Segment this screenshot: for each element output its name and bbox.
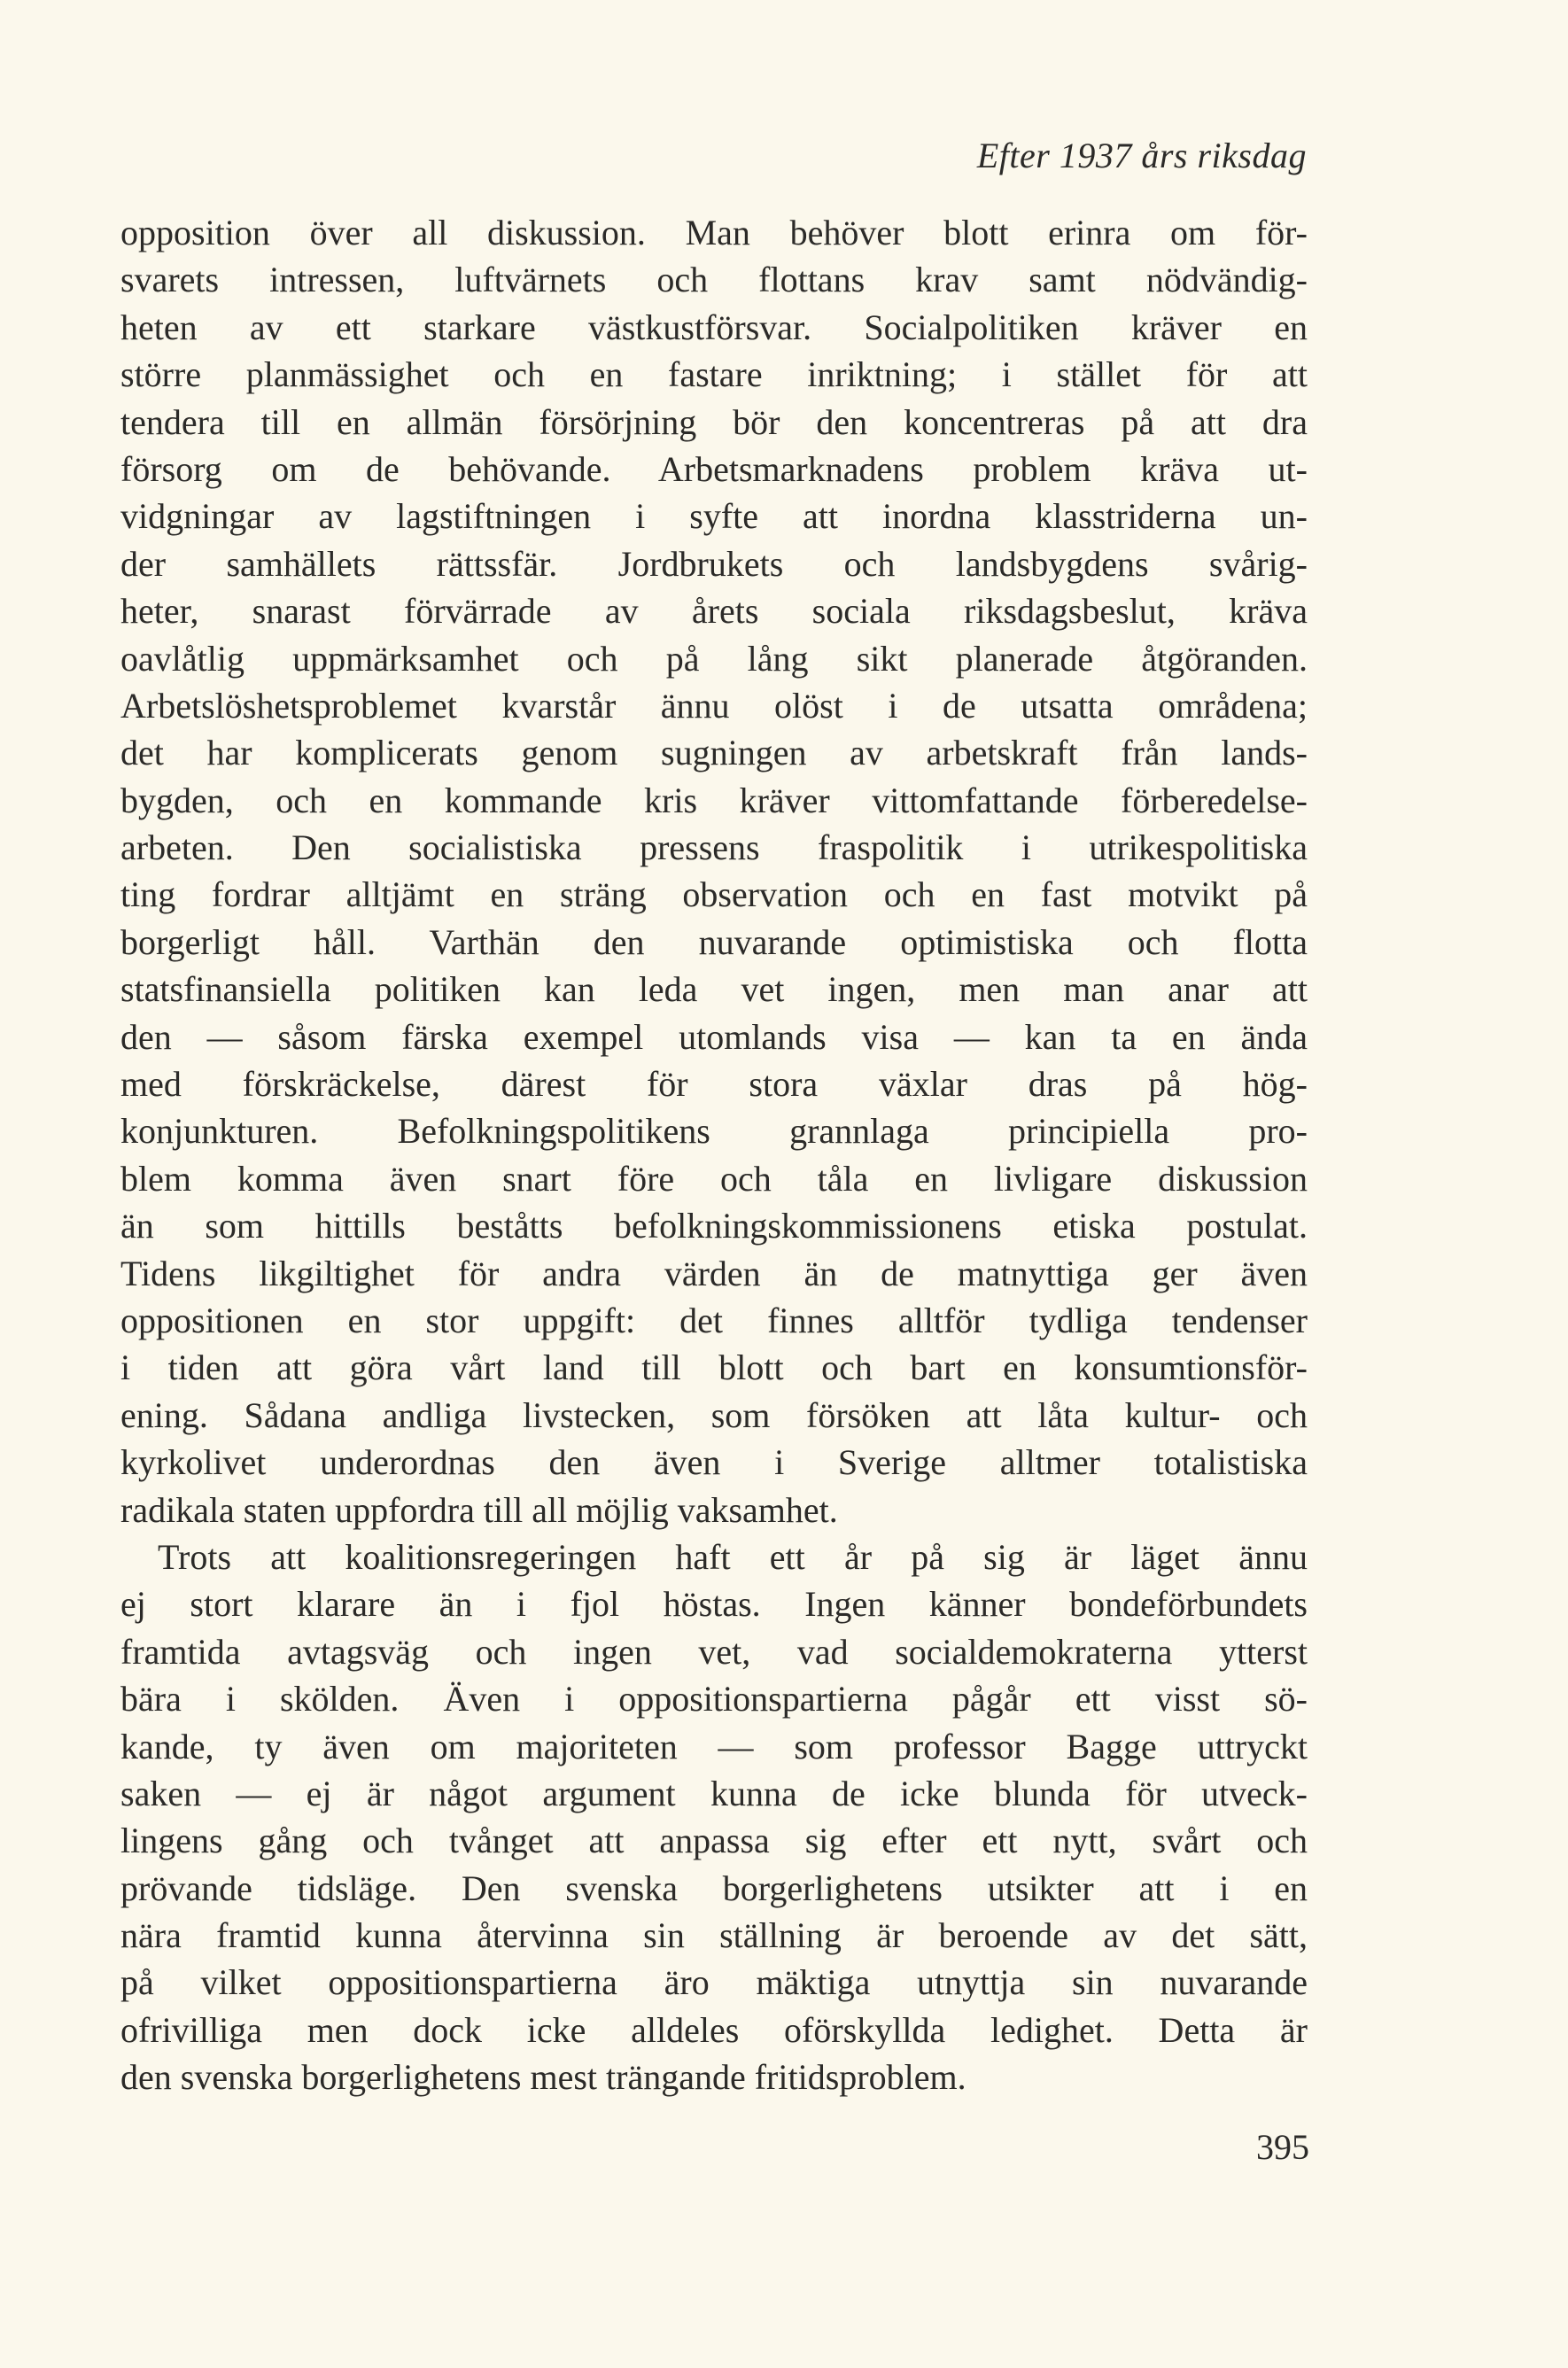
text-line: kande, ty även om majoriteten — som professor Bagge uttryckt (120, 1726, 1308, 1766)
text-line: framtida avtagsväg och ingen vet, vad socialdemokraterna ytterst (120, 1631, 1308, 1672)
text-line: konjunkturen. Befolkningspolitikens grannlaga principiella pro- (120, 1111, 1308, 1152)
paragraph (120, 209, 1308, 1533)
text-line: ej stort klarare än i fjol höstas. Ingen känner bondeförbundets (120, 1584, 1308, 1625)
text-line: kyrkolivet underordnas den även i Sverige alltmer totalistiska (120, 1442, 1308, 1483)
text-line: statsfinansiella politiken kan leda vet ingen, men man anar att (120, 969, 1308, 1010)
text-line: heter, snarast förvärrade av årets sociala riksdagsbeslut, kräva (120, 591, 1308, 632)
text-line: den — såsom färska exempel utomlands visa — kan ta en ända (120, 1016, 1308, 1057)
text-line: saken — ej är något argument kunna de icke blunda för utveck- (120, 1773, 1308, 1813)
text-line: bära i skölden. Även i oppositionspartierna pågår ett visst sö- (120, 1679, 1308, 1720)
text-line: försorg om de behövande. Arbetsmarknadens problem kräva ut- (120, 448, 1308, 489)
text-line: svarets intressen, luftvärnets och flottans krav samt nödvändig- (120, 260, 1308, 300)
text-line: heten av ett starkare västkustförsvar. Socialpolitiken kräver en (120, 307, 1308, 347)
running-head: Efter 1937 års riksdag (976, 136, 1307, 175)
page-number: 395 (1256, 2127, 1309, 2167)
text-line: den svenska borgerlighetens mest trängande fritidsproblem. (120, 2057, 966, 2098)
text-line: i tiden att göra vårt land till blott och bart en konsumtionsför- (120, 1347, 1308, 1388)
text-line: blem komma även snart före och tåla en livligare diskussion (120, 1158, 1308, 1199)
text-line: opposition över all diskussion. Man behöver blott erinra om för- (120, 213, 1308, 252)
text-line: bygden, och en kommande kris kräver vittomfattande förberedelse- (120, 780, 1308, 820)
text-line: nära framtid kunna återvinna sin ställning är beroende av det sätt, (120, 1915, 1308, 1956)
text-line: på vilket oppositionspartierna äro mäktiga utnyttja sin nuvarande (120, 1962, 1308, 2003)
text-line: oavlåtlig uppmärksamhet och på lång sikt planerade åtgöranden. (120, 638, 1308, 679)
text-line: ening. Sådana andliga livstecken, som försöken att låta kultur- och (120, 1394, 1308, 1435)
text-line: prövande tidsläge. Den svenska borgerlighetens utsikter att i en (120, 1867, 1308, 1908)
text-line: ting fordrar alltjämt en sträng observation och en fast motvikt på (120, 874, 1308, 915)
body-text (120, 209, 1308, 2101)
text-line: med förskräckelse, därest för stora växlar dras på hög- (120, 1064, 1308, 1105)
text-line: radikala staten uppfordra till all möjlig vaksamhet. (120, 1489, 838, 1530)
text-line: Trots att koalitionsregeringen haft ett år på sig är läget ännu (158, 1536, 1308, 1577)
text-line: oppositionen en stor uppgift: det finnes alltför tydliga tendenser (120, 1300, 1308, 1340)
text-line: vidgningar av lagstiftningen i syfte att inordna klasstriderna un- (120, 496, 1308, 537)
text-line: tendera till en allmän försörjning bör den koncentreras på att dra (120, 401, 1308, 442)
text-line: der samhällets rättssfär. Jordbrukets och landsbygdens svårig- (120, 543, 1308, 584)
text-line: ofrivilliga men dock icke alldeles oförskyllda ledighet. Detta är (120, 2009, 1308, 2050)
text-line: större planmässighet och en fastare inriktning; i stället för att (120, 354, 1308, 395)
paragraph (120, 1533, 1308, 2101)
text-line: det har komplicerats genom sugningen av arbetskraft från lands- (120, 733, 1308, 773)
text-line: arbeten. Den socialistiska pressens fraspolitik i utrikespolitiska (120, 827, 1308, 868)
text-line: Arbetslöshetsproblemet kvarstår ännu olöst i de utsatta områdena; (120, 685, 1308, 726)
text-line: Tidens likgiltighet för andra värden än de matnyttiga ger även (120, 1253, 1308, 1293)
text-line: än som hittills beståtts befolkningskommissionens etiska postulat. (120, 1206, 1308, 1246)
text-line: borgerligt håll. Varthän den nuvarande optimistiska och flotta (120, 921, 1308, 962)
text-line: lingens gång och tvånget att anpassa sig efter ett nytt, svårt och (120, 1821, 1308, 1861)
